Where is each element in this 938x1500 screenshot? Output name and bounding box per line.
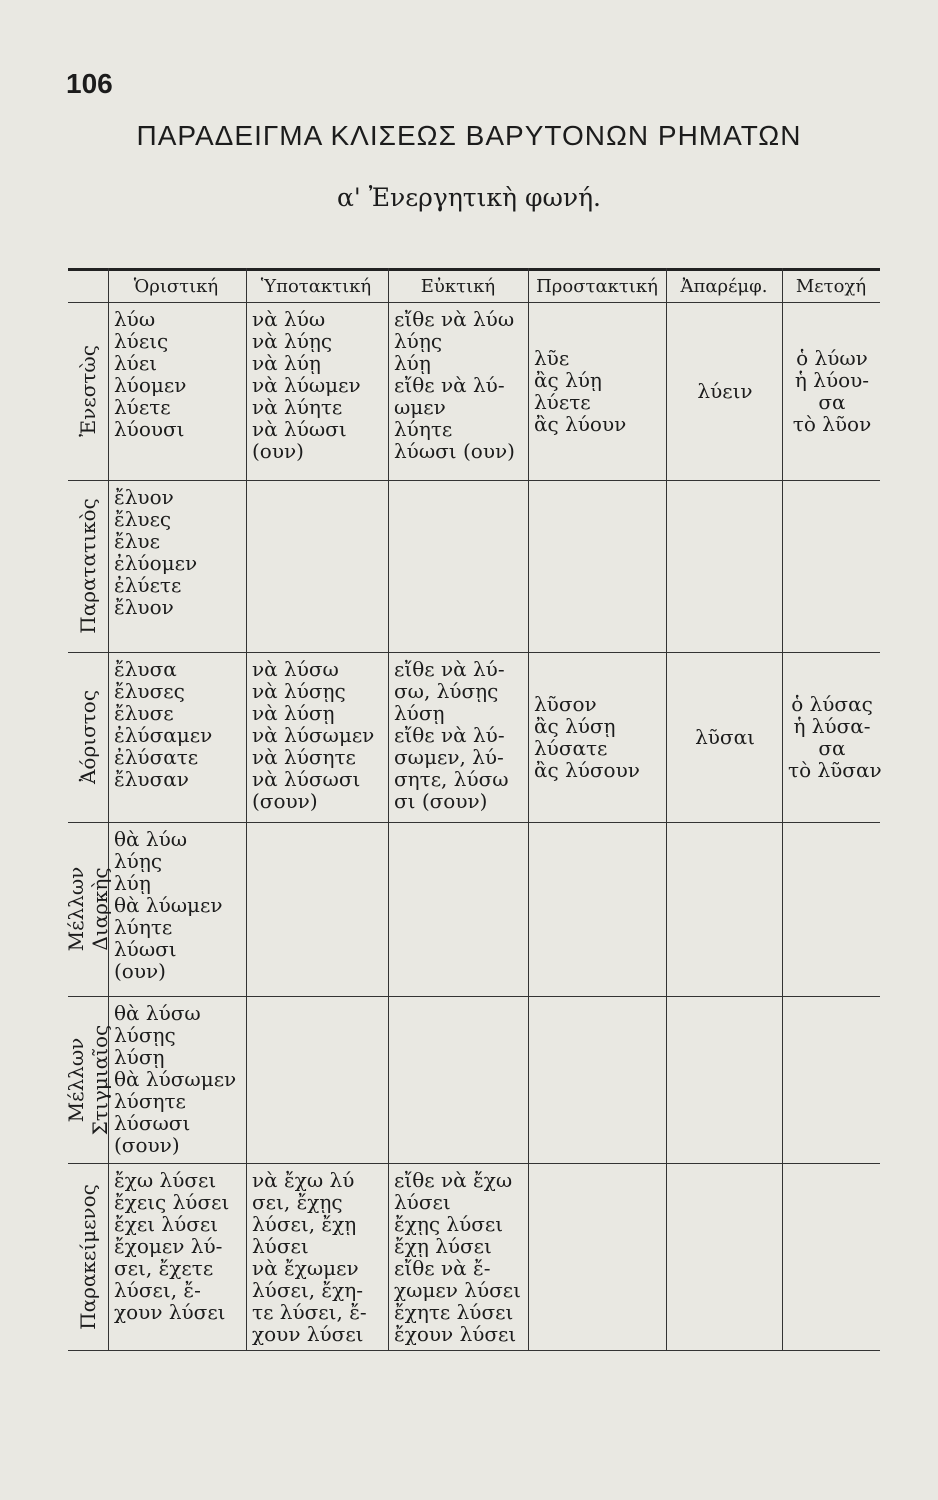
row-divider xyxy=(68,822,880,823)
cell-line: ἔλυον xyxy=(114,485,174,509)
cell-line: λῦσαι xyxy=(695,725,755,749)
page-subtitle: α' Ἐνεργητικὴ φωνή. xyxy=(337,183,601,212)
cell-line: σει, ἔχετε xyxy=(114,1256,214,1280)
cell-line: λύει xyxy=(114,351,158,375)
column-divider xyxy=(388,268,389,1350)
cell-line: λύητε xyxy=(394,417,453,441)
table-cell-ypotaktiki xyxy=(252,1169,384,1345)
cell-line: νὰ λύω xyxy=(252,307,326,331)
table-cell-oristiki xyxy=(114,486,242,618)
table-cell-oristiki xyxy=(114,828,242,982)
cell-line: (σουν) xyxy=(252,789,318,813)
cell-line: λύω xyxy=(114,307,156,331)
cell-line: λύσατε xyxy=(534,736,608,760)
cell-line: ἔχω λύσει xyxy=(114,1168,217,1192)
cell-line: νὰ λύῃς xyxy=(252,329,333,353)
cell-line: λύσει, ἔχῃ xyxy=(252,1212,357,1236)
cell-line: νὰ λύσω xyxy=(252,657,339,681)
cell-line: ἔχητε λύσει xyxy=(394,1300,514,1324)
table-cell-euktiki xyxy=(394,658,524,812)
row-label: Ἐνεστὼς xyxy=(76,345,100,437)
row-label: Παρατατικὸς xyxy=(76,498,100,634)
header-aparemfato: Ἀπαρέμφ. xyxy=(680,276,768,297)
cell-line: σει, ἔχῃς xyxy=(252,1190,343,1214)
table-cell-oristiki xyxy=(114,658,242,790)
cell-line: λύουσι xyxy=(114,417,185,441)
cell-line: (ουν) xyxy=(252,439,304,463)
cell-line: χουν λύσει xyxy=(252,1322,364,1346)
row-label: Παρακείμενος xyxy=(76,1183,100,1330)
cell-line: νὰ λύσῃ xyxy=(252,701,335,725)
cell-line: ἔλυσε xyxy=(114,701,174,725)
cell-line: ἔχομεν λύ- xyxy=(114,1234,223,1258)
cell-line: θὰ λύσωμεν xyxy=(114,1067,237,1091)
cell-line: λύετε xyxy=(534,390,591,414)
cell-line: λύσῃ xyxy=(114,1045,165,1069)
cell-line: σητε, λύσω xyxy=(394,767,509,791)
column-divider xyxy=(528,268,529,1350)
cell-line: θὰ λύω xyxy=(114,827,188,851)
table-cell-metochi xyxy=(788,347,876,435)
cell-line: λύομεν xyxy=(114,373,187,397)
header-prostaktiki: Προστακτική xyxy=(536,276,658,297)
cell-line: λύεις xyxy=(114,329,169,353)
cell-line: λῦσον xyxy=(534,692,597,716)
cell-line: τε λύσει, ἔ- xyxy=(252,1300,367,1324)
table-cell-oristiki xyxy=(114,308,242,440)
cell-line: χουν λύσει xyxy=(114,1300,226,1324)
cell-line: σω, λύσῃς xyxy=(394,679,499,703)
cell-line: λύσῃς xyxy=(114,1023,176,1047)
cell-line: εἴθε νὰ λύ- xyxy=(394,723,505,747)
row-label: Ἀόριστος xyxy=(76,689,100,785)
table-cell-oristiki xyxy=(114,1002,242,1156)
cell-line: τὸ λῦον xyxy=(792,412,872,436)
cell-line: νὰ λύσῃς xyxy=(252,679,346,703)
cell-line: ἔχῃ λύσει xyxy=(394,1234,492,1258)
cell-line: εἴθε νὰ ἔχω xyxy=(394,1168,513,1192)
cell-line: ἔχῃς λύσει xyxy=(394,1212,504,1236)
cell-line: ὁ λύων xyxy=(796,346,868,370)
cell-line: λύῃς xyxy=(394,329,443,353)
cell-line: ἔλυε xyxy=(114,529,160,553)
row-label: Μέλλων Διαρκὴς xyxy=(64,866,112,952)
cell-line: ἔλυσες xyxy=(114,679,185,703)
cell-line: χωμεν λύσει xyxy=(394,1278,521,1302)
cell-line: ἐλύομεν xyxy=(114,551,198,575)
cell-line: ἐλύετε xyxy=(114,573,182,597)
table-cell-oristiki xyxy=(114,1169,242,1323)
cell-line: λύσει, ἔχη- xyxy=(252,1278,363,1302)
row-divider xyxy=(68,480,880,481)
page-number: 106 xyxy=(66,68,113,99)
cell-line: λύσει xyxy=(252,1234,309,1258)
cell-line: εἴθε νὰ λύ- xyxy=(394,373,505,397)
cell-line: σα xyxy=(818,390,846,414)
cell-line: λύσῃ xyxy=(394,701,445,725)
cell-line: νὰ ἔχω λύ xyxy=(252,1168,355,1192)
cell-line: νὰ λύσητε xyxy=(252,745,356,769)
cell-line: λύωσι (ουν) xyxy=(394,439,515,463)
cell-line: σα xyxy=(818,736,846,760)
table-cell-euktiki xyxy=(394,308,524,462)
table-cell-euktiki xyxy=(394,1169,524,1345)
cell-line: ἔχει λύσει xyxy=(114,1212,219,1236)
cell-line: νὰ λύσωσι xyxy=(252,767,361,791)
cell-line: ἔλυσα xyxy=(114,657,177,681)
cell-line: λῦε xyxy=(534,346,570,370)
row-divider xyxy=(68,996,880,997)
cell-line: λύῃ xyxy=(394,351,431,375)
row-divider xyxy=(68,1163,880,1164)
table-cell-prostaktiki xyxy=(534,693,662,781)
table-top-rule xyxy=(68,268,880,271)
row-divider xyxy=(68,1350,880,1351)
cell-line: σωμεν, λύ- xyxy=(394,745,504,769)
row-label: Μέλλων Στιγμιαῖος xyxy=(64,1024,112,1135)
cell-line: λύῃ xyxy=(114,871,151,895)
page-title: ΠΑΡΑΔΕΙΓΜΑ ΚΛΙΣΕΩΣ ΒΑΡΥΤΟΝΩΝ ΡΗΜΑΤΩΝ xyxy=(136,120,802,151)
cell-line: ἡ λύσα- xyxy=(793,714,871,738)
cell-line: ἔλυον xyxy=(114,595,174,619)
header-euktiki: Εὐκτική xyxy=(420,276,496,297)
cell-line: θὰ λύσω xyxy=(114,1001,201,1025)
header-metochi: Μετοχή xyxy=(795,276,867,297)
cell-line: ἐλύσατε xyxy=(114,745,199,769)
cell-line: λύετε xyxy=(114,395,171,419)
cell-line: ἔχουν λύσει xyxy=(394,1322,517,1346)
table-cell-aparemfato xyxy=(672,380,778,402)
cell-line: εἴθε νὰ λύω xyxy=(394,307,515,331)
cell-line: ἡ λύου- xyxy=(794,368,870,392)
cell-line: λύητε xyxy=(114,915,173,939)
cell-line: νὰ λύῃ xyxy=(252,351,321,375)
table-cell-ypotaktiki xyxy=(252,308,384,462)
cell-line: νὰ ἔχωμεν xyxy=(252,1256,359,1280)
header-oristiki: Ὁριστική xyxy=(133,276,219,297)
cell-line: ἔλυσαν xyxy=(114,767,189,791)
cell-line: ἂς λύουν xyxy=(534,412,627,436)
cell-line: ἂς λύῃ xyxy=(534,368,602,392)
row-divider xyxy=(68,652,880,653)
cell-line: (ουν) xyxy=(114,959,166,983)
table-cell-prostaktiki xyxy=(534,347,662,435)
cell-line: λύσει, ἔ- xyxy=(114,1278,201,1302)
column-divider xyxy=(782,268,783,1350)
table-cell-ypotaktiki xyxy=(252,658,384,812)
cell-line: λύῃς xyxy=(114,849,163,873)
cell-line: σι (σουν) xyxy=(394,789,488,813)
cell-line: ἔχεις λύσει xyxy=(114,1190,230,1214)
cell-line: ἂς λύσουν xyxy=(534,758,640,782)
header-divider xyxy=(68,302,880,303)
table-cell-aparemfato xyxy=(672,726,778,748)
cell-line: νὰ λύητε xyxy=(252,395,343,419)
cell-line: εἴθε νὰ ἔ- xyxy=(394,1256,491,1280)
cell-line: ἔλυες xyxy=(114,507,172,531)
cell-line: λύσητε xyxy=(114,1089,186,1113)
cell-line: νὰ λύωμεν xyxy=(252,373,361,397)
cell-line: λύωσι xyxy=(114,937,177,961)
cell-line: ὁ λύσας xyxy=(791,692,873,716)
column-divider xyxy=(246,268,247,1350)
cell-line: (σουν) xyxy=(114,1133,180,1157)
cell-line: λύειν xyxy=(697,379,753,403)
cell-line: νὰ λύσωμεν xyxy=(252,723,375,747)
table-cell-metochi xyxy=(788,692,882,782)
cell-line: ἐλύσαμεν xyxy=(114,723,213,747)
cell-line: ἂς λύσῃ xyxy=(534,714,616,738)
header-ypotaktiki: Ὑποτακτική xyxy=(260,276,372,297)
cell-line: νὰ λύωσι xyxy=(252,417,347,441)
column-divider xyxy=(108,268,109,1350)
cell-line: θὰ λύωμεν xyxy=(114,893,223,917)
cell-line: λύσει xyxy=(394,1190,451,1214)
cell-line: τὸ λῦσαν xyxy=(788,758,882,782)
cell-line: εἴθε νὰ λύ- xyxy=(394,657,505,681)
cell-line: λύσωσι xyxy=(114,1111,191,1135)
cell-line: ωμεν xyxy=(394,395,446,419)
column-divider xyxy=(666,268,667,1350)
